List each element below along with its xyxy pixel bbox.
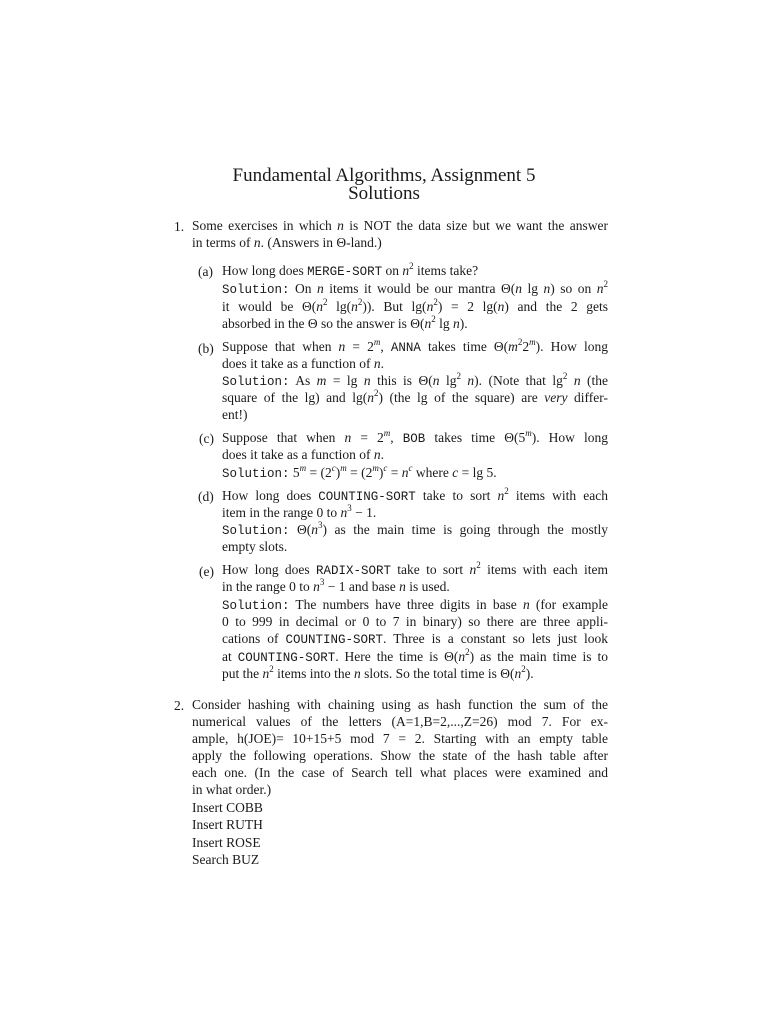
part-b-label: (b) [198, 341, 214, 356]
question-1-number: 1. [174, 219, 185, 234]
part-b-solution-line-3: ent!) [222, 407, 248, 422]
page-subtitle: Solutions [348, 183, 420, 204]
part-a-solution-line-3: absorbed in the Θ so the answer is $\Theta(n^2$ lg n). [222, 314, 468, 331]
part-d-question-line-1: How long does COUNTING-SORT take to sort $n^2$ items with each [222, 486, 608, 504]
q2-op-4: Search BUZ [192, 852, 260, 867]
part-b-solution-line-2: square of the lg) and $\lg(n^2)$ (the lg of the square) are very differ- [222, 388, 608, 405]
q2-line-1: Consider hashing with chaining using as hash function the sum of the [192, 697, 608, 712]
q2-op-2: Insert RUTH [192, 817, 263, 832]
q2-op-1: Insert COBB [192, 800, 263, 815]
part-b-question-line-1: Suppose that when $n = 2^m$, ANNA takes time $\Theta(m^22^m)$. How long [222, 337, 608, 355]
q2-line-2: numerical values of the letters (A=1,B=2,...,Z=26) mod 7. For ex- [192, 714, 608, 729]
part-e-question-line-1: How long does RADIX-SORT take to sort $n^2$ items with each item [222, 560, 608, 578]
part-e-solution-line-2: 0 to 999 in decimal or 0 to 7 in binary) so there are three appli- [222, 614, 608, 629]
part-c-solution: Solution: $5^m = (2^c)^m = (2^m)^c = n^c$ where c = lg 5. [222, 463, 497, 481]
q2-line-4: apply the following operations. Show the state of the hash table after [192, 748, 608, 763]
part-a-label: (a) [198, 264, 213, 279]
q2-line-3: ample, h(JOE)= 10+15+5 mod 7 = 2. Starting with an empty table [192, 731, 608, 746]
part-e-question-line-2: in the range 0 to $n^3 - 1$ and base n is used. [222, 577, 450, 594]
part-e-solution-line-5: put the $n^2$ items into the n slots. So the total time is $\Theta(n^2)$. [222, 664, 534, 681]
part-d-solution-line-1: Solution: $\Theta(n^3)$ as the main time is going through the mostly [222, 520, 608, 538]
part-e-label: (e) [199, 564, 214, 579]
q1-intro-line-1: Some exercises in which n is NOT the data size but we want the answer [192, 218, 608, 233]
part-b-solution-line-1: Solution: As m = lg n this is Θ(n $\lg^2 n$). (Note that $\lg^2 n$ (the [222, 371, 608, 389]
part-a-solution-line-1: Solution: On n items it would be our mantra Θ(n lg n) so on $n^2$ [222, 279, 608, 297]
part-b-question-line-2: does it take as a function of n. [222, 356, 384, 371]
question-2-number: 2. [174, 698, 185, 713]
part-c-question-line-2: does it take as a function of n. [222, 447, 384, 462]
part-e-solution-line-4: at COUNTING-SORT. Here the time is $\Theta(n^2)$ as the main time is to [222, 647, 608, 665]
part-d-question-line-2: item in the range 0 to $n^3 - 1$. [222, 503, 377, 520]
q2-line-6: in what order.) [192, 782, 272, 797]
part-a-question: How long does MERGE-SORT on $n^2$ items take? [222, 261, 479, 279]
part-c-question-line-1: Suppose that when $n = 2^m$, BOB takes time Θ(5$^m$). How long [222, 428, 608, 446]
part-d-solution-line-2: empty slots. [222, 539, 288, 554]
part-c-label: (c) [199, 431, 214, 446]
page-title: Fundamental Algorithms, Assignment 5 [232, 165, 536, 186]
q2-line-5: each one. (In the case of Search tell what places were examined and [192, 765, 608, 780]
q2-op-3: Insert ROSE [192, 835, 261, 850]
part-e-solution-line-1: Solution: The numbers have three digits in base n (for example [222, 597, 608, 613]
part-a-solution-line-2: it would be $\Theta(n^2$ $\lg(n^2)$). But $\lg(n^2) = 2$ lg(n) and the 2 gets [222, 297, 608, 314]
part-d-label: (d) [198, 489, 214, 504]
q1-intro-line-2: in terms of n. (Answers in Θ-land.) [192, 235, 382, 250]
part-e-solution-line-3: cations of COUNTING-SORT. Three is a constant so lets just look [222, 631, 608, 647]
